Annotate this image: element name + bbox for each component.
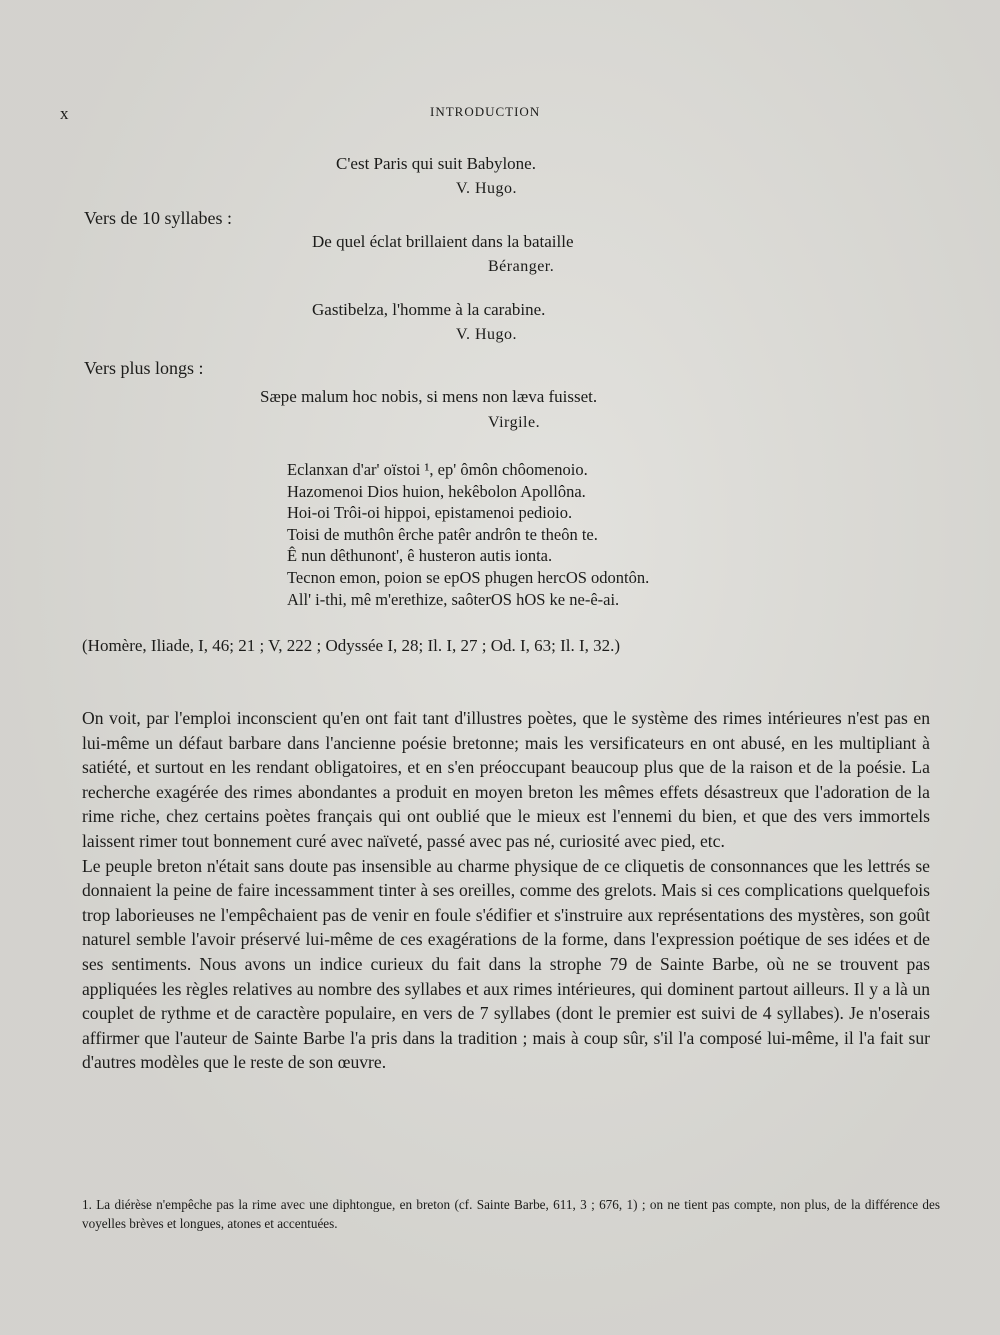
- homer-verse-line: Hazomenoi Dios huion, hekêbolon Apollôna.: [287, 481, 586, 501]
- label-longer-verses: Vers plus longs :: [84, 358, 204, 378]
- citation-virgil: Virgile.: [488, 414, 541, 431]
- verse-hugo-1: C'est Paris qui suit Babylone.: [336, 154, 536, 173]
- citation-beranger: Béranger.: [488, 258, 555, 275]
- footnote: 1. La diérèse n'empêche pas la rime avec une diphtongue, en breton (cf. Sainte Barbe, 611, 3 ; 676, 1) ; on ne tient pas compte, non plus, de la différence des voyelles brèves et longues, atones et accentuées.: [82, 1197, 940, 1231]
- paragraph: On voit, par l'emploi inconscient qu'en ont fait tant d'illustres poètes, que le système des rimes intérieures n'est pas en lui-même un défaut barbare dans l'ancienne poésie bretonne; mais les versificateurs en ont abusé, en les multipliant à satiété, et surtout en les rendant obligatoires, et en s'en préoccupant beaucoup plus que de la raison et de la poésie. La recherche exagérée des rimes abondantes a produit en moyen breton les mêmes effets désastreux que l'adoration de la rime riche, chez certains poètes français qui ont oublié que le mieux est l'ennemi du bien, et que des vers immortels laissent rimer tout bonnement curé avec naïveté, passé avec pas né, curiosité avec pied, etc.: [82, 708, 930, 851]
- running-title: INTRODUCTION: [430, 104, 541, 119]
- citation-hugo-1: V. Hugo.: [456, 180, 518, 197]
- homer-verse-line: Toisi de muthôn êrche patêr andrôn te theôn te.: [287, 524, 598, 544]
- citation-hugo-2: V. Hugo.: [456, 326, 518, 343]
- homer-references: (Homère, Iliade, I, 46; 21 ; V, 222 ; Odyssée I, 28; Il. I, 27 ; Od. I, 63; Il. I, 32.): [82, 636, 621, 655]
- verse-beranger: De quel éclat brillaient dans la bataille: [312, 232, 574, 251]
- homer-verse-line: Tecnon emon, poion se epOS phugen hercOS odontôn.: [287, 567, 650, 587]
- page-number: x: [60, 104, 69, 123]
- homer-verse-line: All' i-thi, mê m'erethize, saôterOS hOS ke ne-ê-ai.: [287, 589, 620, 609]
- homer-verse-line: Hoi-oi Trôi-oi hippoi, epistamenoi pedioio.: [287, 503, 573, 523]
- paragraph: Le peuple breton n'était sans doute pas insensible au charme physique de ce cliquetis de consonnances que les lettrés se donnaient la peine de faire incessamment tinter à ses oreilles, comme des grelots. Mais si ces complications quelquefois trop laborieuses ne l'empêchaient pas de venir en foule s'édifier et s'instruire aux représentations des mystères, son goût naturel semble l'avoir préservé lui-même de ces exagérations de la forme, dans l'expression poétique de ses idées et de ses sentiments. Nous avons un indice curieux du fait dans la strophe 79 de Sainte Barbe, où ne se trouvent pas appliquées les règles relatives au nombre des syllabes et aux rimes intérieures, qui dominent partout ailleurs. Il y a là un couplet de rythme et de caractère populaire, en vers de 7 syllabes (dont le premier est suivi de 4 syllabes). Je n'oserais affirmer que l'auteur de Sainte Barbe l'a pris dans la tradition ; mais à coup sûr, s'il l'a composé lui-même, il l'a fait sur d'autres modèles que le reste de son œuvre.: [82, 855, 930, 1073]
- verse-hugo-2: Gastibelza, l'homme à la carabine.: [312, 300, 546, 319]
- verse-virgil: Sæpe malum hoc nobis, si mens non læva fuisset.: [260, 387, 598, 406]
- body-text: [82, 706, 930, 1075]
- label-10-syllables: Vers de 10 syllabes :: [84, 208, 232, 228]
- homer-verse-line: Ê nun dêthunont', ê husteron autis ionta.: [287, 546, 553, 566]
- homer-verse-line: Eclanxan d'ar' oïstoi ¹, ep' ômôn chôomenoio.: [287, 460, 588, 479]
- homer-verse-block: [287, 459, 649, 610]
